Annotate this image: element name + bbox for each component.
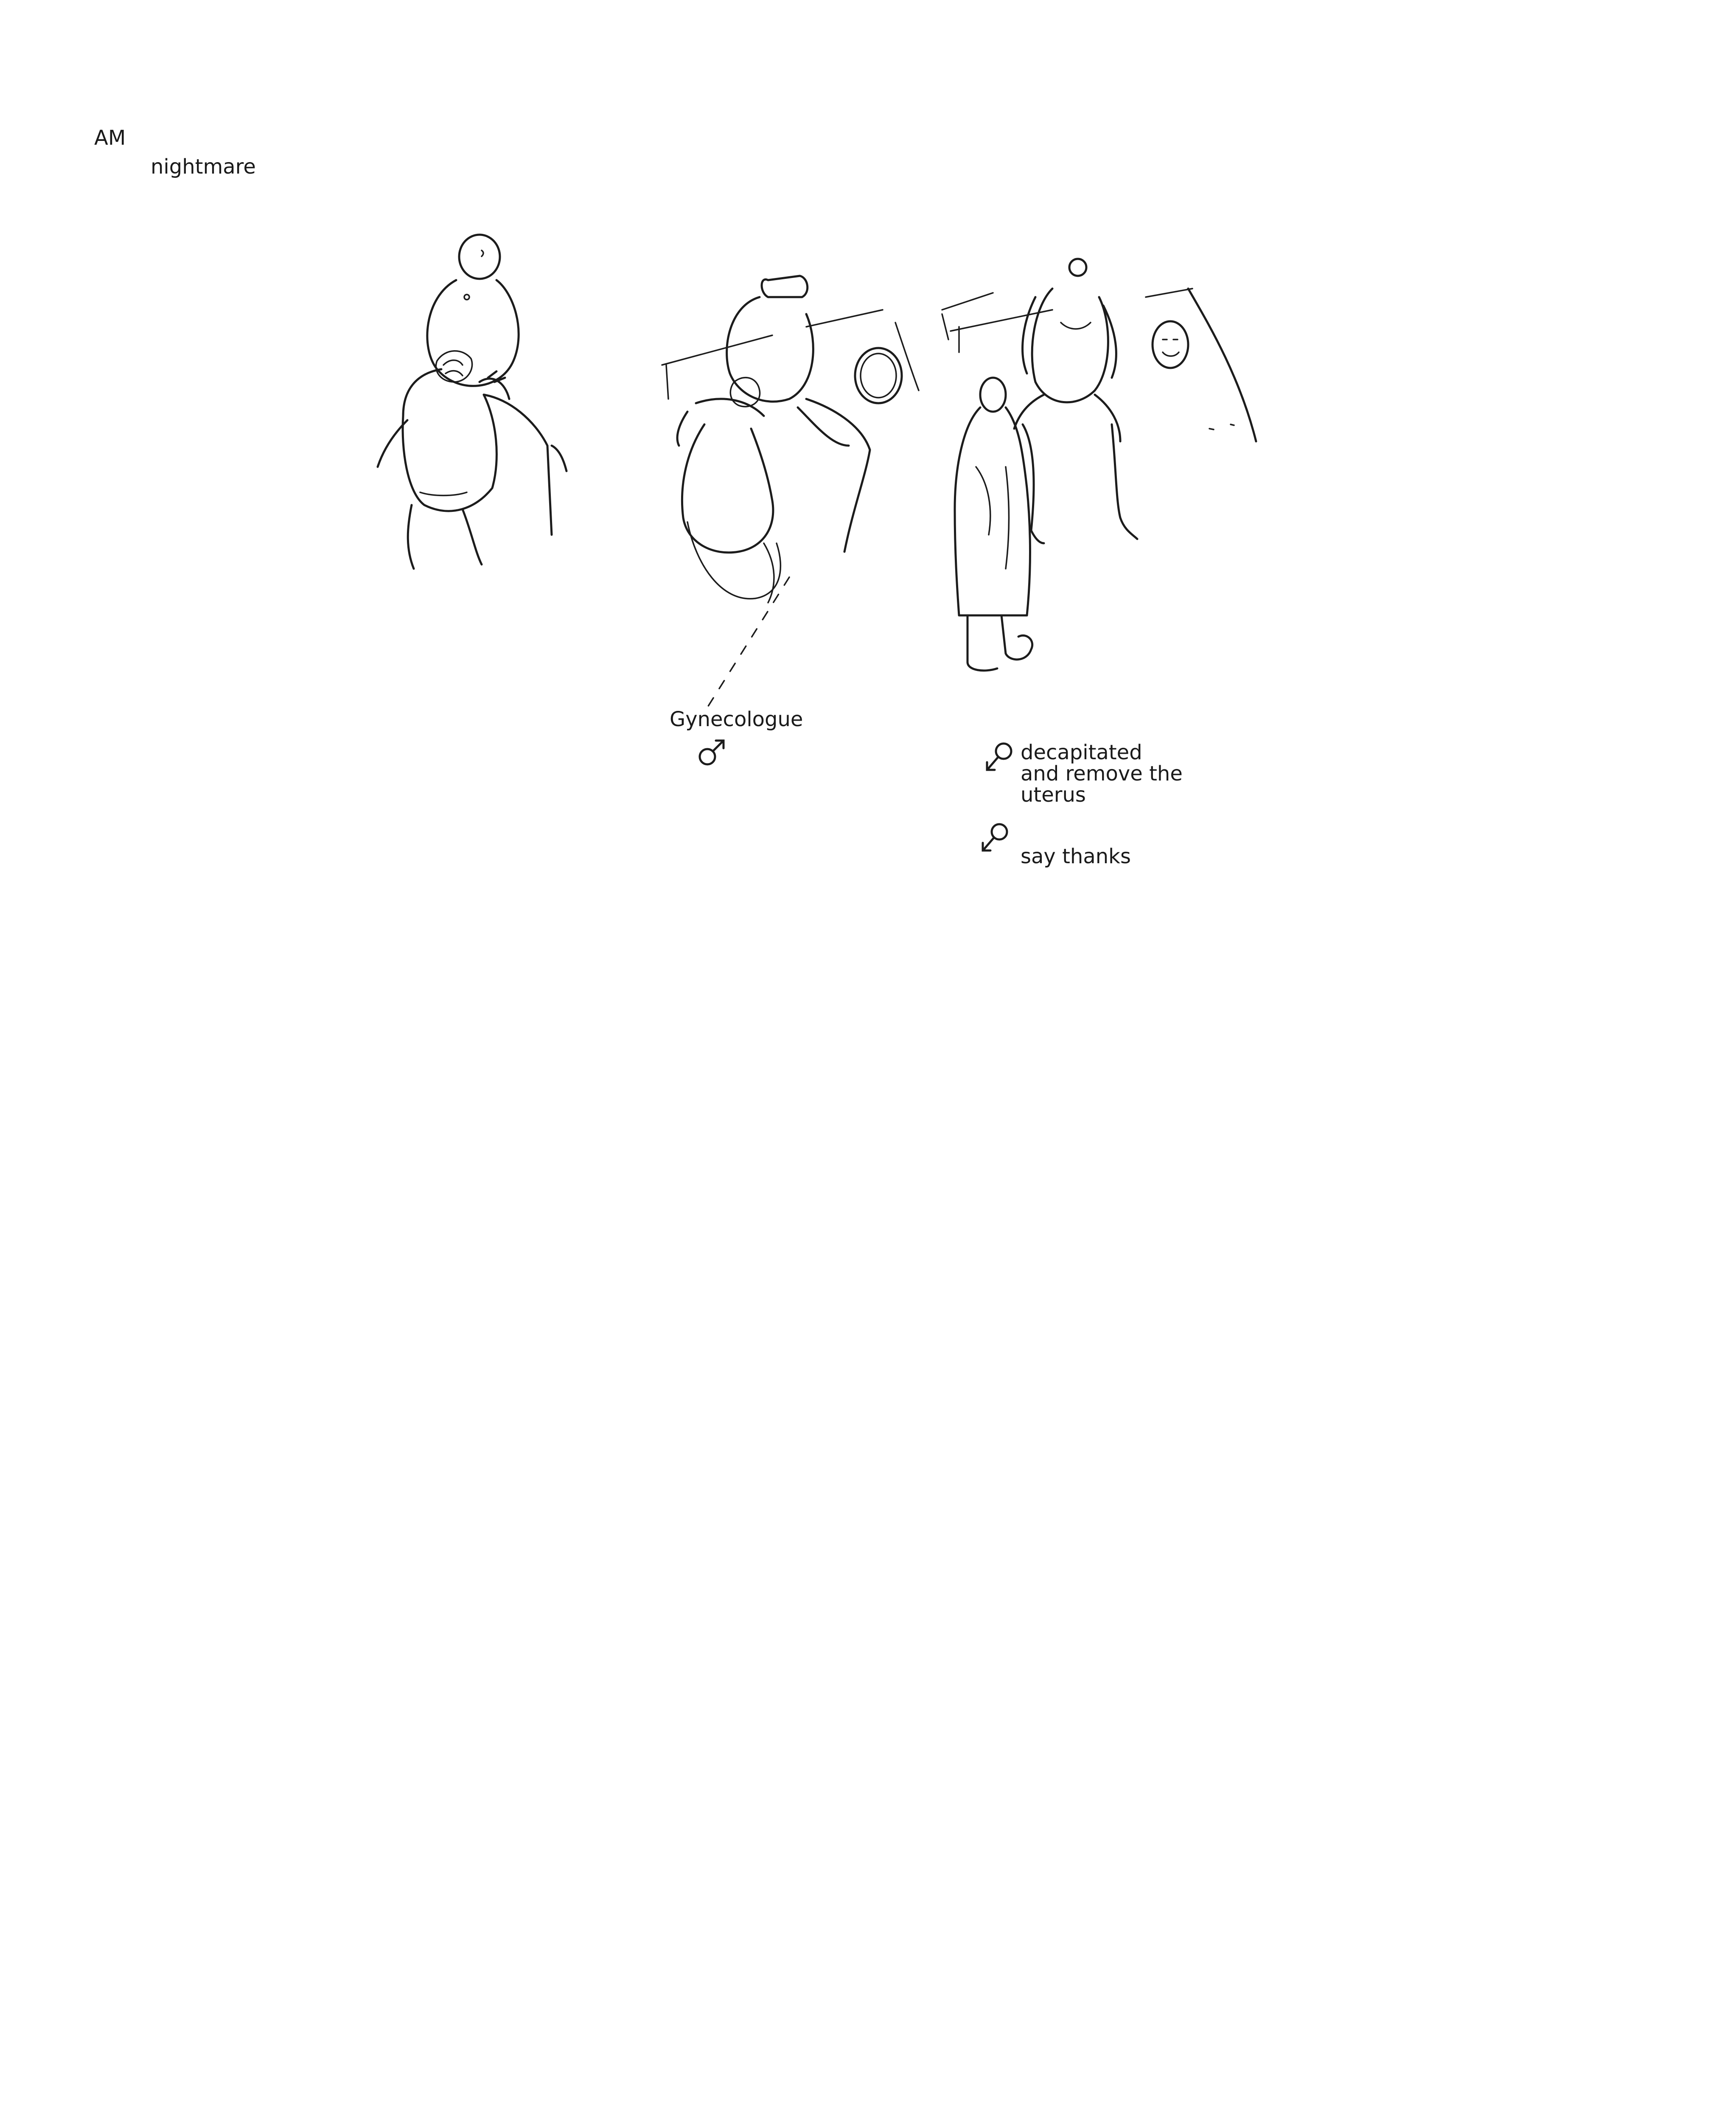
sketch-scene-3 [942,259,1256,671]
decapitated-note [1021,742,1183,806]
sketch-scene-2 [662,276,919,709]
female-arrow-symbol-icon-2 [976,819,1014,857]
gynecologue-label: Gynecologue [670,707,803,731]
say-thanks-note: say thanks [1021,845,1131,868]
female-arrow-symbol-icon [980,738,1018,777]
sketch-scene-1 [378,235,567,569]
decapitated-line-1: decapitated [1021,741,1142,764]
time-label: AM [94,126,126,150]
decapitated-line-3: uterus [1021,783,1086,807]
decapitated-line-2: and remove the [1021,762,1183,786]
subtitle-label: nightmare [151,155,256,179]
male-symbol-icon [694,732,732,770]
